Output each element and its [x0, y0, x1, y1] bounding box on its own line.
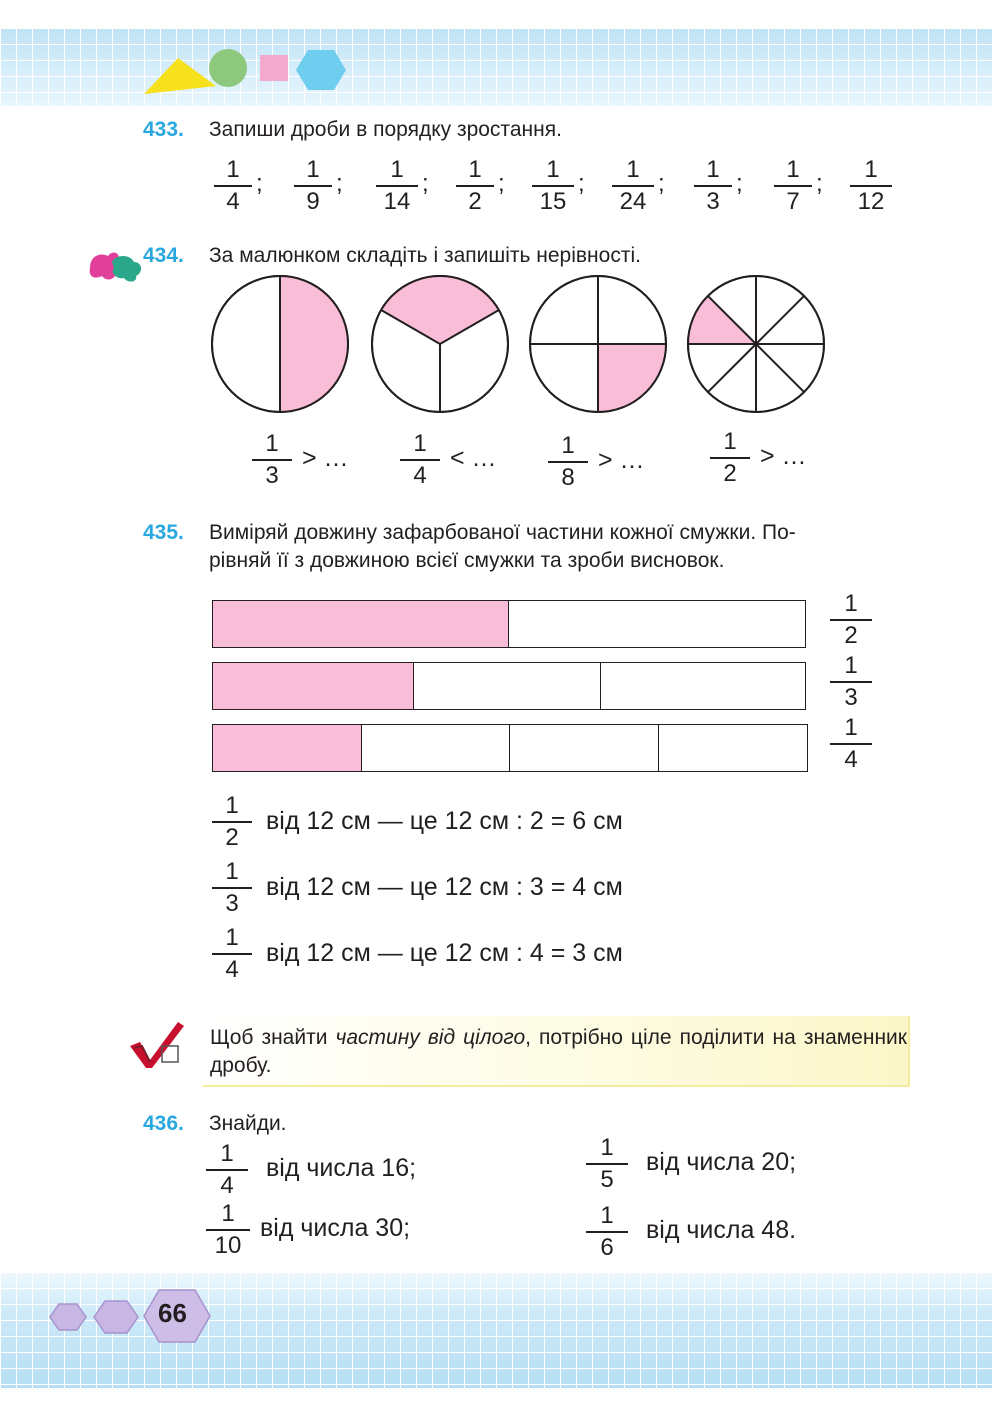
- fraction-numerator: 1: [225, 858, 239, 885]
- inequality-rest: > …: [302, 444, 349, 472]
- fraction: [206, 1202, 250, 1258]
- fraction: [532, 158, 574, 214]
- fraction-strip: [212, 724, 808, 772]
- fraction-numerator: 1: [600, 1134, 614, 1161]
- fraction-circle: [688, 276, 824, 412]
- rule-text: [210, 1024, 907, 1080]
- check-mark-icon: [126, 1016, 188, 1070]
- fraction-numerator: 1: [844, 590, 858, 617]
- fraction-denominator: 5: [600, 1165, 614, 1193]
- fraction: [212, 926, 252, 982]
- inequality-rest: > …: [598, 446, 645, 474]
- fraction-numerator: 1: [786, 156, 800, 183]
- fraction-circle: [212, 276, 348, 412]
- find-item-text: від числа 48.: [646, 1216, 797, 1244]
- fraction-numerator: 1: [864, 156, 878, 183]
- fraction: [206, 1142, 248, 1198]
- shaded-sector: [280, 276, 348, 412]
- fraction-separator: ;: [256, 170, 263, 197]
- fraction: [694, 158, 732, 214]
- task-433-number: 433.: [143, 118, 184, 141]
- fraction-separator: ;: [658, 170, 665, 197]
- fraction: [400, 432, 440, 488]
- fraction-denominator: 6: [600, 1233, 614, 1261]
- find-item-text: від числа 16;: [266, 1154, 417, 1182]
- fraction-separator: ;: [736, 170, 743, 197]
- find-item-text: від числа 20;: [646, 1148, 797, 1176]
- example-line: від 12 см — це 12 см : 3 = 4 см: [266, 873, 623, 901]
- fraction-strip: [212, 662, 806, 710]
- fraction: [774, 158, 812, 214]
- fraction: [214, 158, 252, 214]
- fraction-separator: ;: [422, 170, 429, 197]
- fraction-numerator: 1: [626, 156, 640, 183]
- fraction: [252, 432, 292, 488]
- inequality-rest: > …: [760, 442, 807, 470]
- fraction-circle: [530, 276, 666, 412]
- fraction: [830, 716, 872, 772]
- find-item-text: від числа 30;: [260, 1214, 411, 1242]
- fraction-denominator: 4: [413, 461, 427, 489]
- fraction: [612, 158, 654, 214]
- fraction-numerator: 1: [265, 430, 279, 457]
- fraction-denominator: 2: [225, 823, 239, 851]
- fraction-numerator: 1: [390, 156, 404, 183]
- page-number: 66: [158, 1298, 187, 1328]
- example-line: від 12 см — це 12 см : 4 = 3 см: [266, 939, 623, 967]
- fraction: [850, 158, 892, 214]
- strip-segment: [510, 725, 659, 771]
- fraction-denominator: 15: [539, 187, 567, 215]
- task-433-text: Запиши дроби в порядку зростання.: [209, 118, 562, 141]
- fraction-denominator: 3: [265, 461, 279, 489]
- task-435-number: 435.: [143, 521, 184, 544]
- fraction-numerator: 1: [221, 1200, 235, 1227]
- fraction-denominator: 9: [306, 187, 320, 215]
- strip-segment-shaded: [213, 725, 362, 771]
- fraction-separator: ;: [578, 170, 585, 197]
- fraction: [456, 158, 494, 214]
- inequality-rest: < …: [450, 444, 497, 472]
- fraction: [212, 860, 252, 916]
- fraction-denominator: 4: [225, 955, 239, 983]
- task-435-line-2: рівняй її з довжиною всієї смужки та зроби висновок.: [209, 549, 725, 572]
- fraction-circles: [200, 268, 840, 428]
- fraction-denominator: 4: [220, 1171, 234, 1199]
- rule-text-italic: частину від цілого: [335, 1026, 526, 1049]
- fraction-numerator: 1: [306, 156, 320, 183]
- fraction-denominator: 24: [619, 187, 647, 215]
- fraction: [830, 654, 872, 710]
- fraction-numerator: 1: [225, 792, 239, 819]
- fraction-numerator: 1: [844, 714, 858, 741]
- fraction-denominator: 4: [226, 187, 240, 215]
- fraction-numerator: 1: [561, 432, 575, 459]
- task-435-line-1: Виміряй довжину зафарбованої частини кожної смужки. По-: [209, 521, 796, 544]
- fraction-denominator: 3: [225, 889, 239, 917]
- fraction-numerator: 1: [546, 156, 560, 183]
- fraction: [710, 430, 750, 486]
- strip-segment-shaded: [213, 601, 509, 647]
- fraction-denominator: 10: [214, 1231, 242, 1259]
- strip-segment: [509, 601, 805, 647]
- fraction: [830, 592, 872, 648]
- example-line: від 12 см — це 12 см : 2 = 6 см: [266, 807, 623, 835]
- fraction-numerator: 1: [706, 156, 720, 183]
- fraction: [376, 158, 418, 214]
- fraction-denominator: 2: [723, 459, 737, 487]
- fraction-denominator: 3: [706, 187, 720, 215]
- rule-text-before: Щоб знайти: [210, 1026, 336, 1049]
- page-number-hexagons: [40, 1284, 220, 1348]
- fraction-numerator: 1: [413, 430, 427, 457]
- strip-segment: [601, 663, 805, 709]
- puzzle-pieces-icon: [86, 248, 144, 286]
- fraction-numerator: 1: [600, 1202, 614, 1229]
- fraction-denominator: 8: [561, 463, 575, 491]
- fraction-numerator: 1: [220, 1140, 234, 1167]
- strip-segment: [362, 725, 511, 771]
- fraction: [212, 794, 252, 850]
- fraction-numerator: 1: [468, 156, 482, 183]
- strip-segment-shaded: [213, 663, 414, 709]
- fraction-denominator: 14: [383, 187, 411, 215]
- fraction-separator: ;: [816, 170, 823, 197]
- task-434-number: 434.: [143, 244, 184, 267]
- fraction-strip: [212, 600, 806, 648]
- fraction-numerator: 1: [226, 156, 240, 183]
- fraction-denominator: 4: [844, 745, 858, 773]
- fraction-denominator: 2: [468, 187, 482, 215]
- fraction-separator: ;: [336, 170, 343, 197]
- fraction: [586, 1204, 628, 1260]
- task-436-text: Знайди.: [209, 1112, 287, 1135]
- strip-segment: [659, 725, 808, 771]
- fraction-numerator: 1: [225, 924, 239, 951]
- fraction-denominator: 7: [786, 187, 800, 215]
- fraction: [586, 1136, 628, 1192]
- fraction-circle: [372, 276, 508, 412]
- geometric-shapes-icon: [138, 44, 348, 96]
- task-434-text: За малюнком складіть і запишіть нерівності.: [209, 244, 641, 267]
- fraction: [294, 158, 332, 214]
- fraction-denominator: 2: [844, 621, 858, 649]
- fraction-denominator: 3: [844, 683, 858, 711]
- fraction-numerator: 1: [844, 652, 858, 679]
- task-436-number: 436.: [143, 1112, 184, 1135]
- fraction-numerator: 1: [723, 428, 737, 455]
- strip-segment: [414, 663, 600, 709]
- fraction-denominator: 12: [857, 187, 885, 215]
- fraction-separator: ;: [498, 170, 505, 197]
- rule-text-after: , потрібно ціле поділити на знаменник дробу.: [210, 1026, 907, 1077]
- fraction: [548, 434, 588, 490]
